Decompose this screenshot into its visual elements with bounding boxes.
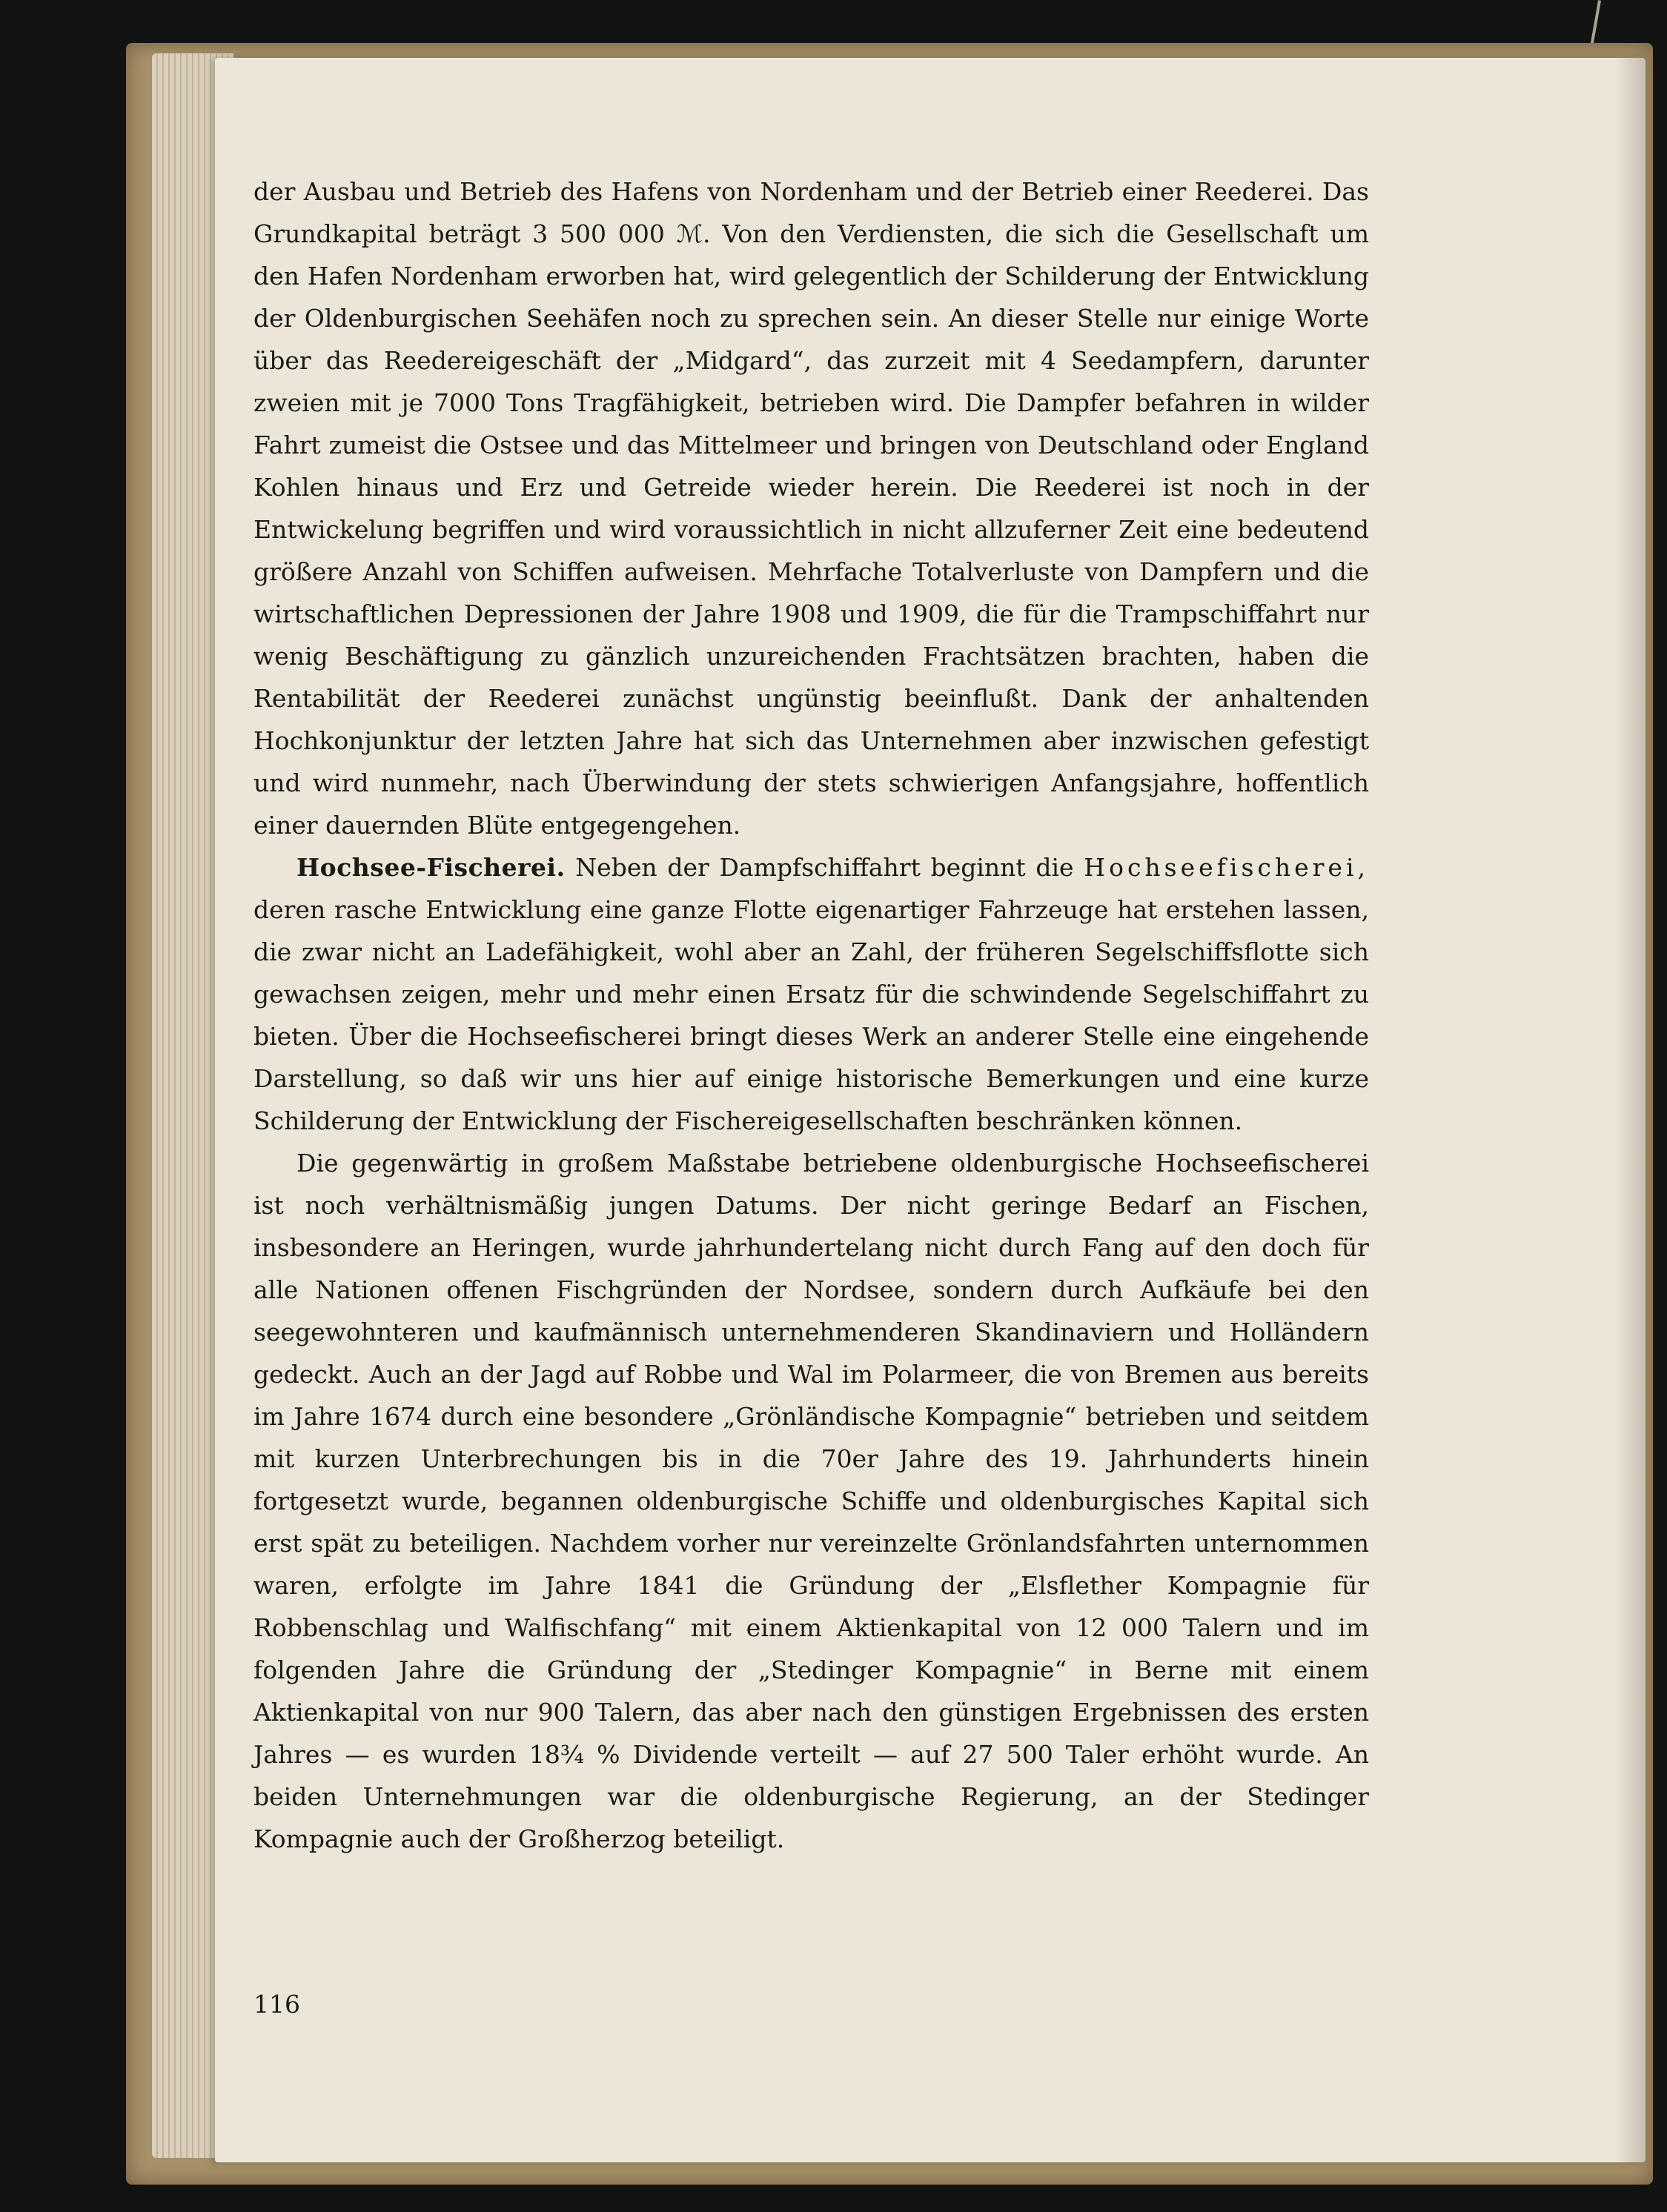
paragraph-2-rest: deren rasche Entwicklung eine ganze Flotte eigenartiger Fahrzeuge hat erstehen lassen, die zwar nicht an Ladefähigkeit, wohl aber an Zahl, der früheren Segelschiffsflotte sich gewachsen zeigen, mehr und mehr einen Ersatz für die schwindende Segelschiffahrt zu bieten. Über die Hochseefischerei bringt dieses Werk an anderer Stelle eine eingehende Darstellung, so daß wir uns hier auf einige historische Bemerkungen und eine kurze Schilderung der Entwicklung der Fischereigesellschaften beschränken können. (253, 895, 1369, 1135)
section-heading: Hochsee-Fischerei. (296, 853, 566, 882)
paragraph-3: Die gegenwärtig in großem Maßstabe betriebene oldenburgische Hochseefischerei ist noch verhältnismäßig jungen Datums. Der nicht geringe Bedarf an Fischen, insbesondere an Heringen, wurde jahrhundertelang nicht durch Fang auf den doch für alle Nationen offenen Fischgründen der Nordsee, sondern durch Aufkäufe bei den seegewohnteren und kaufmännisch unternehmenderen Skandinaviern und Holländern gedeckt. Auch an der Jagd auf Robbe und Wal im Polarmeer, die von Bremen aus bereits im Jahre 1674 durch eine besondere „Grönländische Kompagnie“ betrieben und seitdem mit kurzen Unterbrechungen bis in die 70er Jahre des 19. Jahrhunderts hinein fortgesetzt wurde, begannen oldenburgische Schiffe und oldenburgisches Kapital sich erst spät zu beteiligen. Nachdem vorher nur vereinzelte Grönlandsfahrten unternommen waren, erfolgte im Jahre 1841 die Gründung der „Elsflether Kompagnie für Robbenschlag und Walfischfang“ mit einem Aktienkapital von 12 000 Talern und im folgenden Jahre die Gründung der „Stedinger Kompagnie“ in Berne mit einem Aktienkapital von nur 900 Talern, das aber nach den günstigen Ergebnissen des ersten Jahres — es wurden 18¾ % Dividende verteilt — auf 27 500 Taler erhöht wurde. An beiden Unternehmungen war die oldenburgische Regierung, an der Stedinger Kompagnie auch der Großherzog beteiligt. (253, 1149, 1369, 1853)
paragraph-1: der Ausbau und Betrieb des Hafens von Nordenham und der Betrieb einer Reederei. Das Grundkapital beträgt 3 500 000 ℳ. Von den Verdiensten, die sich die Gesellschaft um den Hafen Nordenham erworben hat, wird gelegentlich der Schilderung der Entwicklung der Oldenburgischen Seehäfen noch zu sprechen sein. An dieser Stelle nur einige Worte über das Reedereigeschäft der „Midgard“, das zurzeit mit 4 Seedampfern, darunter zweien mit je 7000 Tons Tragfähigkeit, betrieben wird. Die Dampfer befahren in wilder Fahrt zumeist die Ostsee und das Mittelmeer und bringen von Deutschland oder England Kohlen hinaus und Erz und Getreide wieder herein. Die Reederei ist noch in der Entwickelung begriffen und wird voraussichtlich in nicht allzuferner Zeit eine bedeutend größere Anzahl von Schiffen aufweisen. Mehrfache Totalverluste von Dampfern und die wirtschaftlichen Depressionen der Jahre 1908 und 1909, die für die Trampschiffahrt nur wenig Beschäftigung zu gänzlich unzureichenden Frachtsätzen brachten, haben die Rentabilität der Reederei zunächst ungünstig beeinflußt. Dank der anhaltenden Hochkonjunktur der letzten Jahre hat sich das Unternehmen aber inzwischen gefestigt und wird nunmehr, nach Überwindung der stets schwierigen Anfangsjahre, hoffentlich einer dauernden Blüte entgegengehen. (253, 177, 1369, 840)
paragraph-2-start: Neben der Dampfschiffahrt beginnt die (575, 853, 1074, 882)
gutter-shadow (1616, 58, 1646, 2162)
body-text (253, 170, 1369, 1860)
paragraph-2 (253, 846, 1369, 1142)
paragraph-2-spaced-term: Hochseefischerei, (1084, 853, 1369, 882)
page-number: 116 (253, 1990, 300, 2019)
